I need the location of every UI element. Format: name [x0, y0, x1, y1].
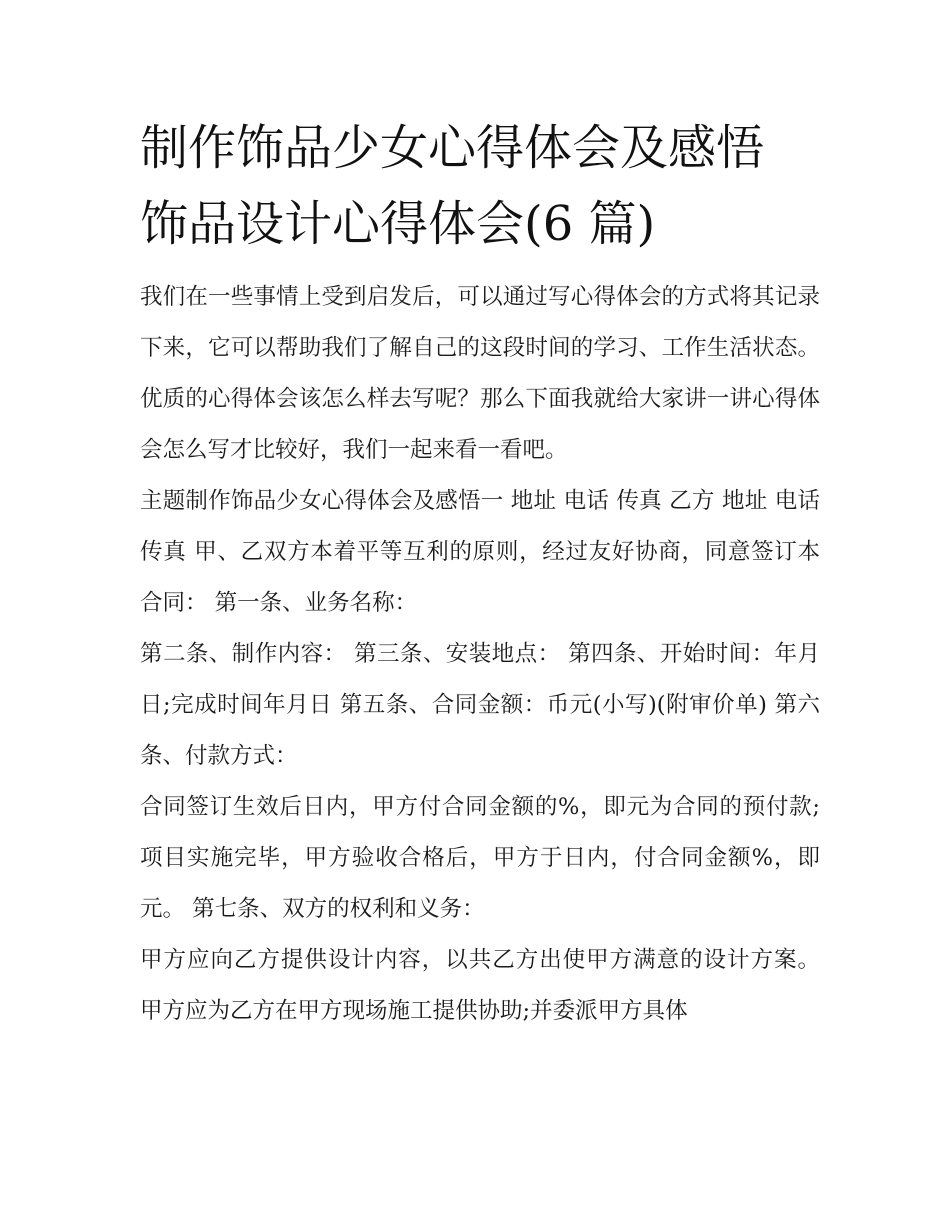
paragraph-intro: 我们在一些事情上受到启发后，可以通过写心得体会的方式将其记录下来，它可以帮助我们了解自己的这段时间的学习、工作生活状态。优质的心得体会该怎么样去写呢？那么下面我就给大家讲一讲心得体会怎么写才比较好，我们一起来看一看吧。 [140, 284, 820, 463]
paragraph-obligations: 甲方应向乙方提供设计内容，以共乙方出使甲方满意的设计方案。 甲方应为乙方在甲方现场施工提供协助;并委派甲方具体 [140, 947, 820, 1024]
paragraph-payment: 合同签订生效后日内，甲方付合同金额的%，即元为合同的预付款; 项目实施完毕，甲方验收合格后，甲方于日内，付合同金额%，即元。 第七条、双方的权利和义务： [140, 794, 820, 922]
document-title [140, 110, 820, 262]
title-line-1: 制作饰品少女心得体会及感悟 [140, 120, 765, 176]
title-line-2: 饰品设计心得体会(6 篇) [140, 196, 656, 252]
document-body [140, 110, 820, 1037]
paragraph-contract-header: 主题制作饰品少女心得体会及感悟一 地址 电话 传真 乙方 地址 电话 传真 甲、乙双方本着平等互利的原则，经过友好协商，同意签订本合同： 第一条、业务名称： [140, 488, 820, 616]
paragraph-contract-terms: 第二条、制作内容： 第三条、安装地点： 第四条、开始时间：年月日;完成时间年月日 第五条、合同金额：币元(小写)(附审价单) 第六条、付款方式： [140, 641, 820, 769]
